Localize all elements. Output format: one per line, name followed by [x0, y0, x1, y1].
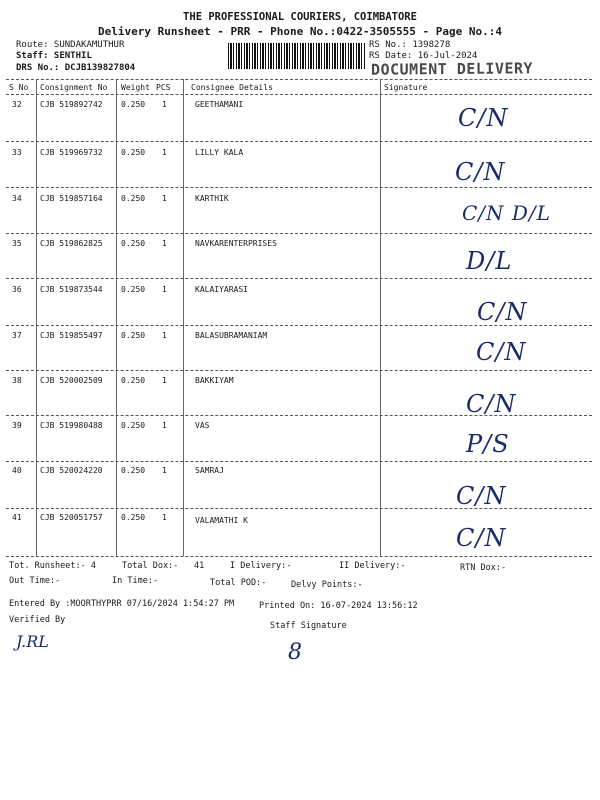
row-pcs: 1	[162, 513, 167, 522]
row-signature: D/L	[466, 247, 513, 275]
col-consignee: Consignee Details	[191, 83, 273, 92]
delvy-points: Delvy Points:-	[291, 580, 363, 590]
row-consignment: CJB 519892742	[40, 100, 103, 109]
entered-by: Entered By :MOORTHYPRR 07/16/2024 1:54:27 PM	[9, 599, 235, 609]
row-consignee: GEETHAMANI	[195, 100, 244, 109]
header-top-rule	[6, 79, 592, 80]
row-pcs: 1	[162, 376, 167, 385]
row-consignment: CJB 520002509	[40, 376, 103, 385]
row-sno: 39	[12, 421, 22, 430]
i-delivery: I Delivery:-	[230, 561, 292, 571]
row-consignee: KALAIYARASI	[195, 285, 248, 294]
row-rule	[6, 325, 592, 326]
verified-by-label: Verified By	[9, 615, 66, 625]
row-consignee: KARTHIK	[195, 194, 229, 203]
row-consignment: CJB 519969732	[40, 148, 103, 157]
staff-label: Staff: SENTHIL	[16, 51, 92, 61]
row-weight: 0.250	[121, 376, 146, 385]
row-weight: 0.250	[121, 421, 146, 430]
verifier-initials: J.RL	[16, 632, 49, 651]
row-sno: 37	[12, 331, 22, 340]
row-rule	[6, 370, 592, 371]
row-rule	[6, 508, 592, 509]
col-consignment: Consignment No	[40, 83, 108, 92]
row-consignment: CJB 519980488	[40, 421, 103, 430]
row-pcs: 1	[162, 194, 167, 203]
footer-top-rule	[6, 556, 592, 557]
row-sno: 36	[12, 285, 22, 294]
row-consignment: CJB 519855497	[40, 331, 103, 340]
row-signature: P/S	[466, 430, 510, 458]
row-sno: 41	[12, 513, 22, 522]
col-signature: Signature	[384, 83, 428, 92]
row-rule	[6, 278, 592, 279]
staff-signature-label: Staff Signature	[270, 621, 347, 631]
col-divider	[116, 79, 117, 556]
document-delivery-stamp: DOCUMENT DELIVERY	[370, 59, 534, 79]
row-consignee: SAMRAJ	[195, 466, 224, 475]
out-time: Out Time:-	[9, 576, 61, 586]
row-weight: 0.250	[121, 194, 146, 203]
barcode	[228, 43, 366, 69]
row-signature: C/N D/L	[462, 201, 551, 225]
row-consignee: NAVKARENTERPRISES	[195, 239, 277, 248]
row-signature: C/N	[455, 158, 506, 186]
drs-number: DRS No.: DCJB139827804	[16, 63, 136, 73]
row-rule	[6, 141, 592, 142]
company-title: THE PROFESSIONAL COURIERS, COIMBATORE	[183, 11, 417, 23]
row-rule	[6, 233, 592, 234]
staff-signature-mark: 8	[288, 640, 302, 665]
total-dox-value: 41	[194, 561, 205, 571]
row-sno: 33	[12, 148, 22, 157]
total-dox-label: Total Dox:-	[122, 561, 179, 571]
printed-on: Printed On: 16-07-2024 13:56:12	[259, 601, 418, 611]
row-signature: C/N	[466, 390, 517, 418]
row-sno: 40	[12, 466, 22, 475]
row-signature: C/N	[456, 482, 507, 510]
col-divider	[380, 79, 381, 556]
row-rule	[6, 415, 592, 416]
runsheet-subtitle: Delivery Runsheet - PRR - Phone No.:0422-3505555 - Page No.:4	[98, 25, 502, 38]
row-consignment: CJB 519873544	[40, 285, 103, 294]
row-weight: 0.250	[121, 148, 146, 157]
row-consignee: BALASUBRAMANIAM	[195, 331, 268, 340]
row-consignee: LILLY KALA	[195, 148, 244, 157]
rs-number: RS No.: 1398278	[369, 40, 451, 50]
col-divider	[36, 79, 37, 556]
row-rule	[6, 187, 592, 188]
row-consignment: CJB 519862825	[40, 239, 103, 248]
header-bottom-rule	[6, 94, 592, 95]
row-sno: 32	[12, 100, 22, 109]
row-weight: 0.250	[121, 100, 146, 109]
row-weight: 0.250	[121, 331, 146, 340]
row-sno: 34	[12, 194, 22, 203]
row-weight: 0.250	[121, 466, 146, 475]
row-consignment: CJB 520024220	[40, 466, 103, 475]
row-signature: C/N	[456, 524, 507, 552]
row-consignment: CJB 520051757	[40, 513, 103, 522]
ii-delivery: II Delivery:-	[339, 561, 406, 571]
row-pcs: 1	[162, 148, 167, 157]
row-signature: C/N	[476, 338, 527, 366]
row-signature: C/N	[458, 104, 509, 132]
in-time: In Time:-	[112, 576, 159, 586]
col-pcs: PCS	[156, 83, 171, 92]
row-sno: 38	[12, 376, 22, 385]
row-pcs: 1	[162, 466, 167, 475]
row-signature: C/N	[477, 298, 528, 326]
row-pcs: 1	[162, 421, 167, 430]
row-pcs: 1	[162, 100, 167, 109]
route-label: Route: SUNDAKAMUTHUR	[16, 40, 125, 50]
row-rule	[6, 461, 592, 462]
total-pod: Total POD:-	[210, 578, 267, 588]
row-sno: 35	[12, 239, 22, 248]
row-weight: 0.250	[121, 239, 146, 248]
col-weight: Weight	[121, 83, 150, 92]
rs-date: RS Date: 16-Jul-2024	[369, 51, 478, 61]
rtn-dox: RTN Dox:-	[460, 563, 507, 573]
row-weight: 0.250	[121, 513, 146, 522]
col-divider	[183, 79, 184, 556]
row-consignment: CJB 519857164	[40, 194, 103, 203]
row-pcs: 1	[162, 331, 167, 340]
row-consignee: VALAMATHI K	[195, 516, 248, 525]
row-consignee: BAKKIYAM	[195, 376, 234, 385]
row-pcs: 1	[162, 239, 167, 248]
tot-runsheet: Tot. Runsheet:- 4	[9, 561, 96, 571]
row-pcs: 1	[162, 285, 167, 294]
row-weight: 0.250	[121, 285, 146, 294]
col-sno: S No	[9, 83, 29, 92]
row-consignee: VAS	[195, 421, 210, 430]
